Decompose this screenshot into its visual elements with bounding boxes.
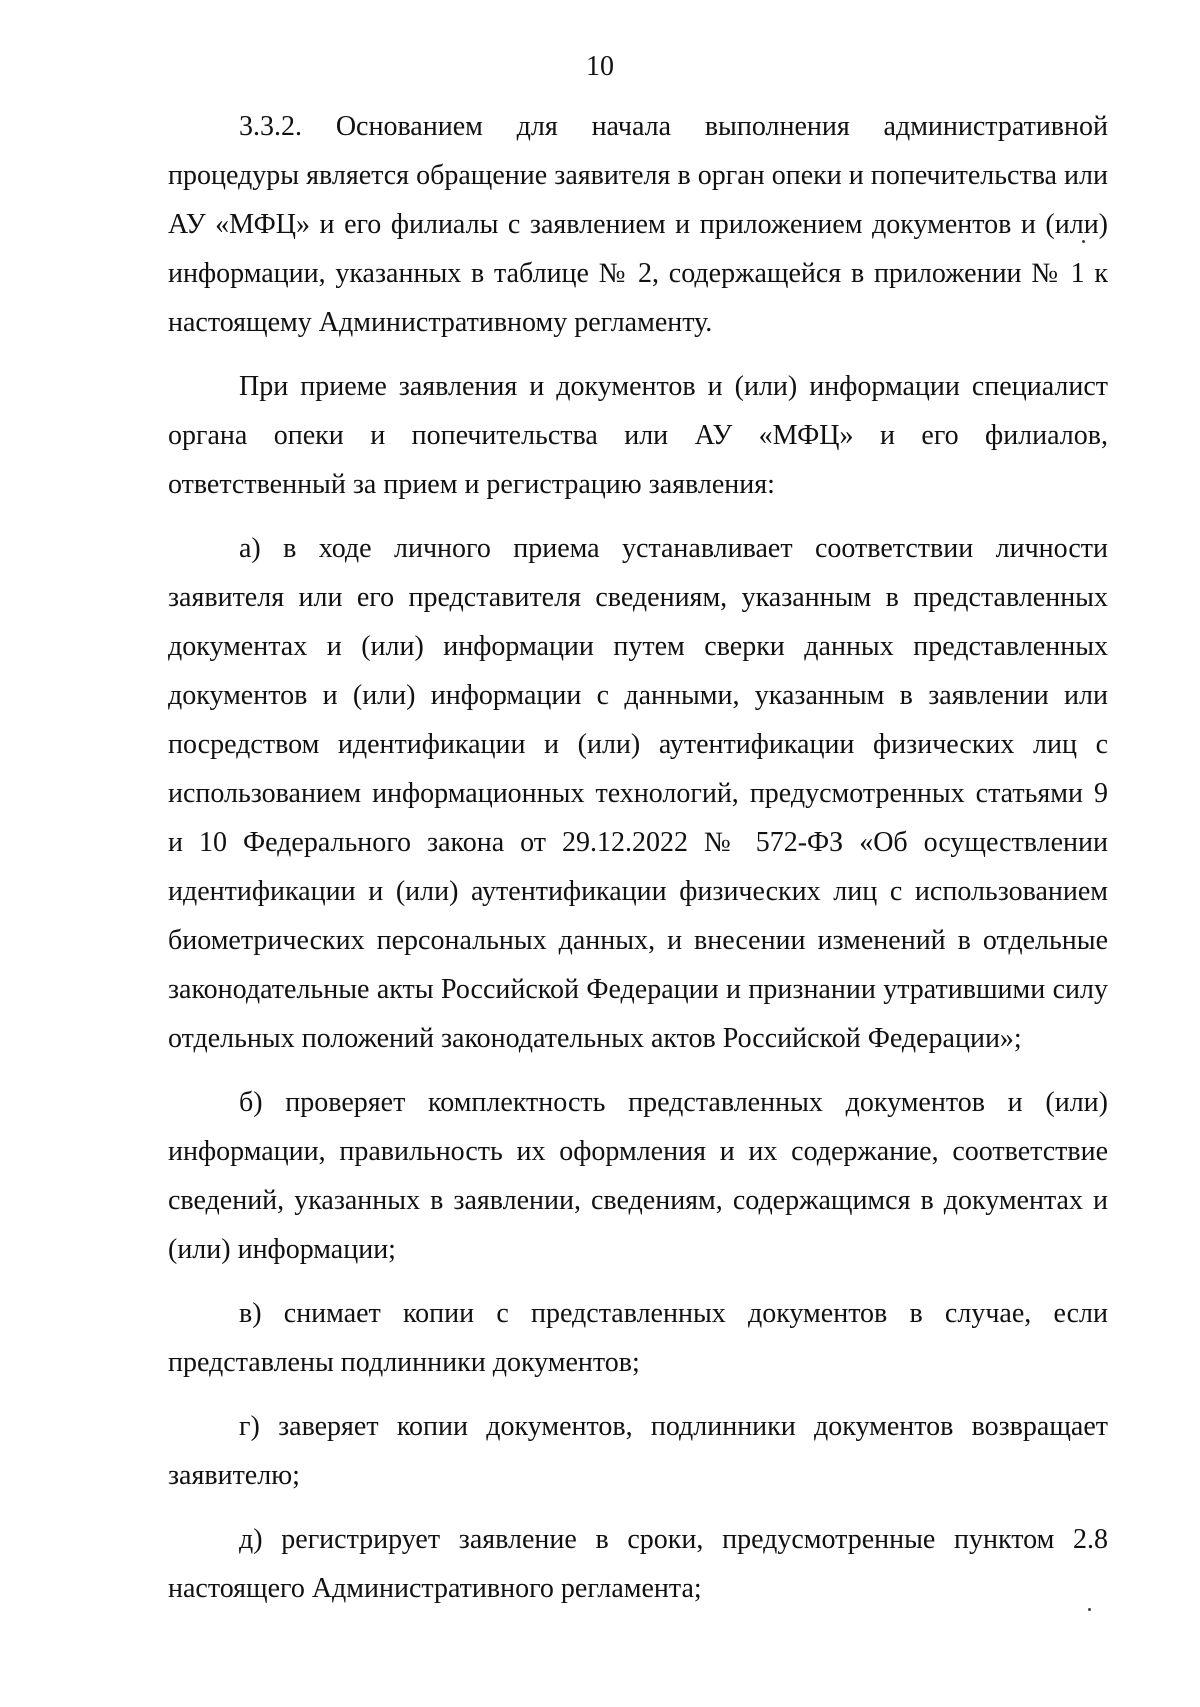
paragraph-item-d: д) регистрирует заявление в сроки, предусмотренные пунктом 2.8 настоящего Административного регламента; bbox=[168, 1524, 1108, 1604]
paragraph-item-a: а) в ходе личного приема устанавливает соответствии личности заявителя или его представителя сведениям, указанным в представленных документах и (или) информации путем сверки данных представленных документов и (или) информации с данными, указанным в заявлении или посредством идентификации и (или) аутентификации физических лиц с использованием информационных технологий, предусмотренных статьями 9 и 10 Федерального закона от 29.12.2022 № 572-ФЗ «Об осуществлении идентификации и (или) аутентификации физических лиц с использованием биометрических персональных данных, и внесении изменений в отдельные законодательные акты Российской Федерации и признании утратившими силу отдельных положений законодательных актов Российской Федерации»; bbox=[168, 533, 1108, 1054]
paragraph-item-b: б) проверяет комплектность представленных документов и (или) информации, правильность их оформления и их содержание, соответствие сведений, указанных в заявлении, сведениям, содержащимся в документах и (или) информации; bbox=[168, 1087, 1108, 1265]
paragraph-intake-specialist: При приеме заявления и документов и (или) информации специалист органа опеки и попечительства или АУ «МФЦ» и его филиалов, ответственный за прием и регистрацию заявления: bbox=[168, 371, 1108, 500]
paragraph-item-g: г) заверяет копии документов, подлинники документов возвращает заявителю; bbox=[168, 1411, 1108, 1491]
document-body bbox=[168, 102, 1108, 1628]
scan-speck bbox=[1088, 1608, 1091, 1611]
paragraph-item-v: в) снимает копии с представленных документов в случае, если представлены подлинники документов; bbox=[168, 1298, 1108, 1378]
paragraph-3-3-2: 3.3.2. Основанием для начала выполнения административной процедуры является обращение заявителя в орган опеки и попечительства или АУ «МФЦ» и его филиалы с заявлением и приложением документов и (или) информации, указанных в таблице № 2, содержащейся в приложении № 1 к настоящему Административному регламенту. bbox=[168, 111, 1108, 338]
page-number: 10 bbox=[586, 51, 614, 82]
scan-speck bbox=[1082, 240, 1085, 243]
